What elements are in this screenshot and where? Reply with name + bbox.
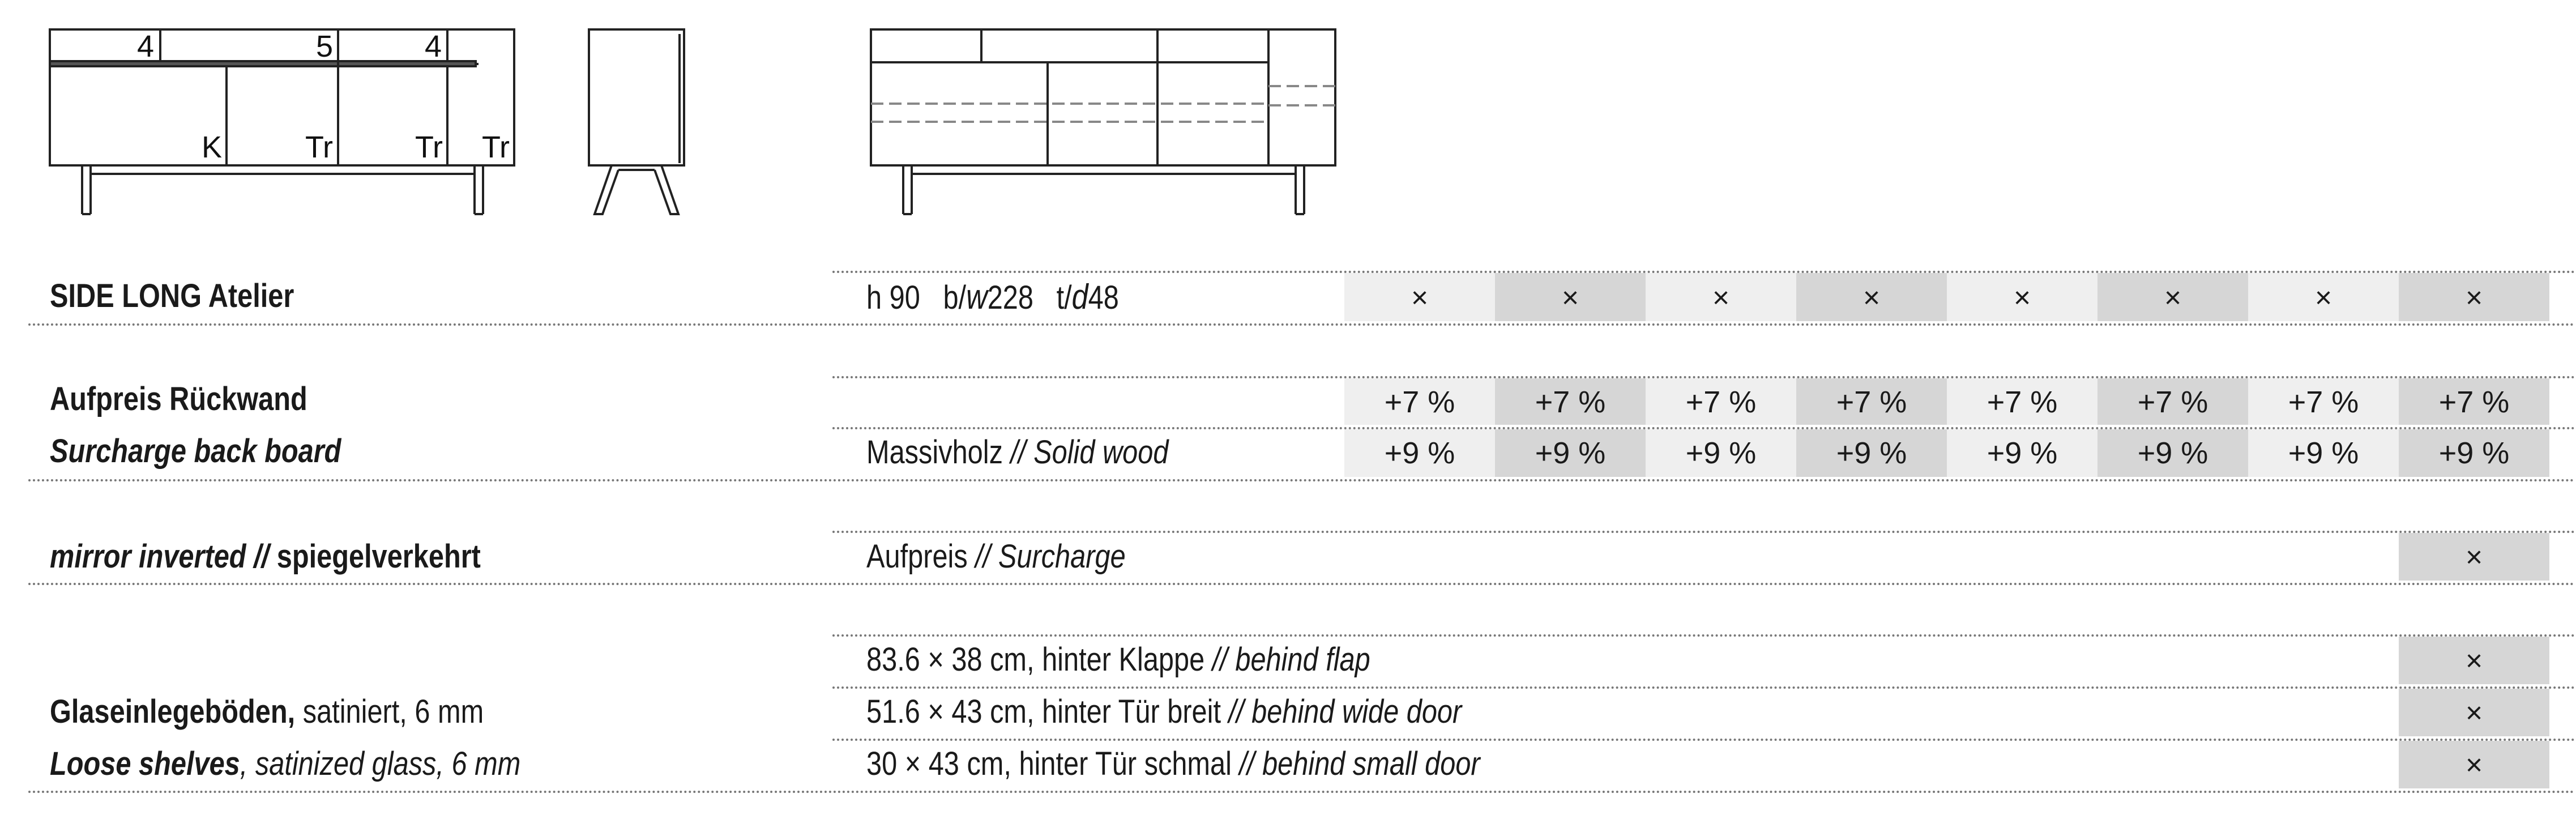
- mark-cross: ×: [1411, 281, 1429, 314]
- surcharge-value: +7 %: [1987, 385, 2058, 419]
- surcharge-value: +9 %: [1535, 436, 1606, 470]
- mark-cross: ×: [2465, 697, 2483, 730]
- product-title: SIDE LONG Atelier: [50, 278, 294, 314]
- shelf-desc: 83.6 × 38 cm, hinter Klappe // behind flap: [866, 641, 1370, 678]
- surcharge-value: +7 %: [2288, 385, 2359, 419]
- surcharge-value: +7 %: [1685, 385, 1757, 419]
- shelves-title-en: Loose shelves, satinized glass, 6 mm: [50, 745, 521, 782]
- mark-cross: ×: [1561, 281, 1579, 314]
- front-label-top-right: 4: [424, 29, 442, 63]
- mark-cross: ×: [2465, 749, 2483, 782]
- surcharge-value: +9 %: [2288, 436, 2359, 470]
- technical-drawings: [0, 0, 2576, 227]
- mark-cross: ×: [2013, 281, 2031, 314]
- surcharge-value: +7 %: [1384, 385, 1455, 419]
- surcharge-value: +9 %: [1987, 436, 2058, 470]
- back-board-title-en: Surcharge back board: [50, 433, 341, 470]
- surcharge-value: +7 %: [1836, 385, 1907, 419]
- rule: [28, 479, 2576, 481]
- mark-cross: ×: [2465, 541, 2483, 574]
- back-view-drawing: [871, 29, 1335, 214]
- rule: [832, 739, 2576, 741]
- rule: [28, 791, 2576, 793]
- surcharge-value: +9 %: [2438, 436, 2510, 470]
- rule: [832, 531, 2576, 533]
- mark-cross: ×: [2164, 281, 2182, 314]
- front-label-k: K: [201, 130, 222, 164]
- front-label-tr-3: Tr: [482, 130, 510, 164]
- surcharge-value: +7 %: [2438, 385, 2510, 419]
- rule: [28, 583, 2576, 585]
- back-board-title-de: Aufpreis Rückwand: [50, 381, 307, 417]
- back-board-desc: Massivholz // Solid wood: [866, 434, 1169, 471]
- mark-cross: ×: [2465, 645, 2483, 677]
- mark-cross: ×: [2465, 281, 2483, 314]
- rule: [832, 634, 2576, 637]
- mirror-title: mirror inverted // spiegelverkehrt: [50, 538, 481, 575]
- shelves-title-de: Glaseinlegeböden, satiniert, 6 mm: [50, 693, 484, 730]
- front-label-top-center: 5: [315, 29, 333, 63]
- rule: [28, 323, 2576, 326]
- front-label-tr-2: Tr: [415, 130, 443, 164]
- front-label-tr-1: Tr: [305, 130, 333, 164]
- product-dimensions: h 90 b/w228 t/d48: [866, 278, 1119, 317]
- surcharge-value: +9 %: [1685, 436, 1757, 470]
- surcharge-value: +9 %: [1836, 436, 1907, 470]
- surcharge-value: +7 %: [2137, 385, 2208, 419]
- front-view-drawing: [50, 29, 514, 214]
- mark-cross: ×: [2314, 281, 2333, 314]
- front-label-top-left: 4: [136, 29, 154, 63]
- shelf-desc: 30 × 43 cm, hinter Tür schmal // behind small door: [866, 745, 1480, 782]
- rule: [832, 686, 2576, 689]
- side-view-drawing: [589, 29, 684, 214]
- shelf-desc: 51.6 × 43 cm, hinter Tür breit // behind wide door: [866, 693, 1462, 730]
- surcharge-value: +9 %: [1384, 436, 1455, 470]
- mark-cross: ×: [1712, 281, 1730, 314]
- mark-cross: ×: [1862, 281, 1881, 314]
- surcharge-value: +9 %: [2137, 436, 2208, 470]
- surcharge-value: +7 %: [1535, 385, 1606, 419]
- mirror-desc: Aufpreis // Surcharge: [866, 538, 1126, 575]
